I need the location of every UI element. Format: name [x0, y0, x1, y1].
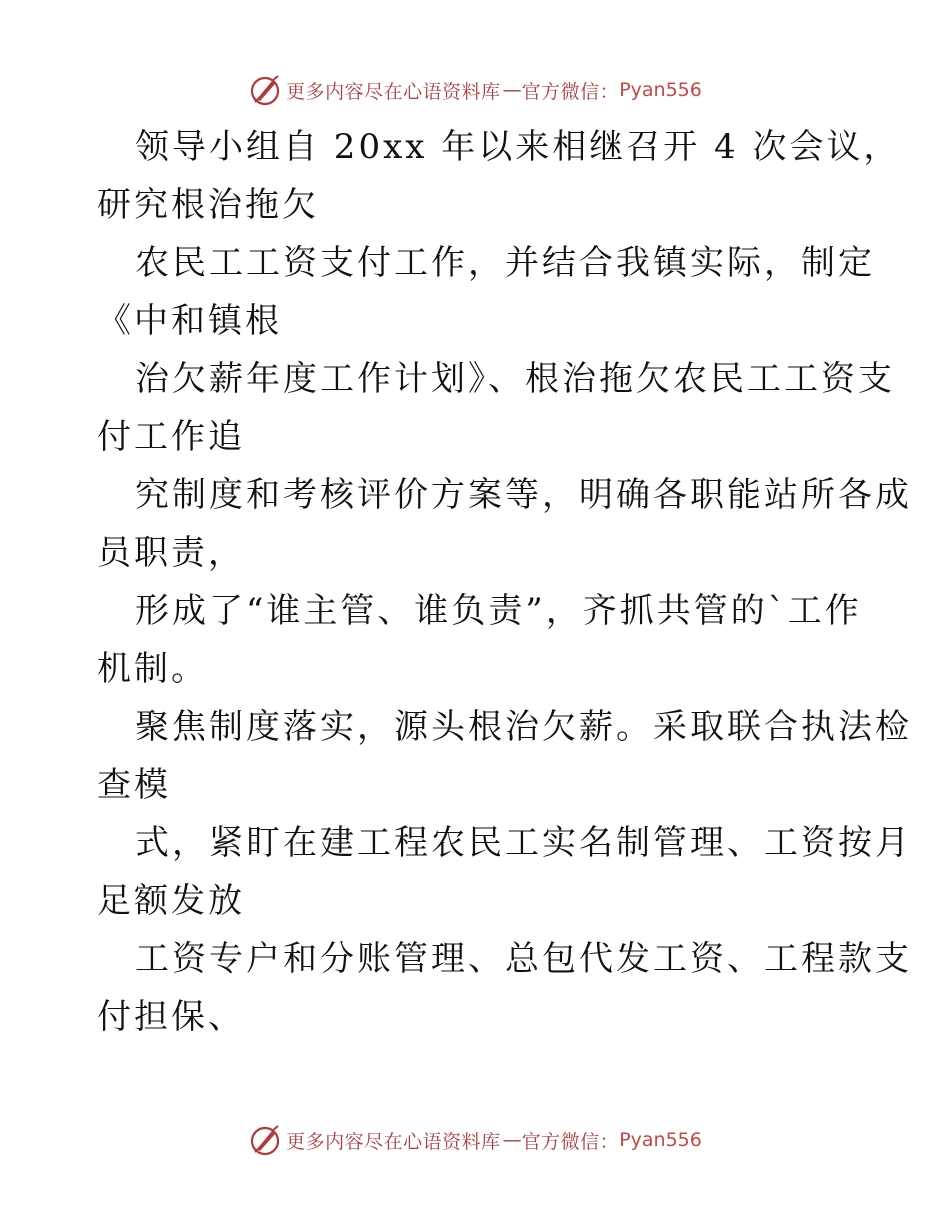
body-line: 领导小组自 20xx 年以来相继召开 4 次会议，	[135, 127, 901, 167]
body-line: 式，紧盯在建工程农民工实名制管理、工资按月	[135, 823, 912, 863]
watermark-contact-id: Pyan556	[619, 79, 702, 101]
body-line: 足额发放	[97, 881, 245, 921]
watermark-dash: —	[502, 79, 520, 101]
quill-pen-logo-icon	[248, 73, 282, 107]
document-body	[97, 118, 912, 1046]
body-line: 《中和镇根	[97, 301, 282, 341]
body-line: 聚焦制度落实，源头根治欠薪。采取联合执法检	[135, 707, 912, 747]
header-watermark	[0, 70, 950, 110]
body-line: 研究根治拖欠	[97, 185, 319, 225]
body-line: 员职责，	[97, 533, 245, 573]
watermark-dash: —	[502, 1129, 520, 1151]
body-line: 付工作追	[97, 417, 245, 457]
body-line: 机制。	[97, 649, 208, 689]
body-line: 工资专户和分账管理、总包代发工资、工程款支	[135, 939, 912, 979]
watermark-text: 更多内容尽在心语资料库	[286, 1130, 501, 1153]
body-line: 形成了“谁主管、谁负责”，齐抓共管的`工作	[135, 591, 862, 631]
watermark-text: 更多内容尽在心语资料库	[286, 80, 501, 103]
body-line: 查模	[97, 765, 171, 805]
body-line: 究制度和考核评价方案等，明确各职能站所各成	[135, 475, 912, 515]
body-line: 治欠薪年度工作计划》、根治拖欠农民工工资支	[135, 359, 895, 399]
footer-watermark	[0, 1120, 950, 1160]
watermark-contact-label: 官方微信：	[521, 1130, 620, 1153]
watermark-contact-label: 官方微信：	[521, 80, 620, 103]
body-line: 付担保、	[97, 997, 245, 1037]
quill-pen-logo-icon	[248, 1123, 282, 1157]
body-line: 农民工工资支付工作，并结合我镇实际，制定	[135, 243, 875, 283]
watermark-contact-id: Pyan556	[619, 1129, 702, 1151]
